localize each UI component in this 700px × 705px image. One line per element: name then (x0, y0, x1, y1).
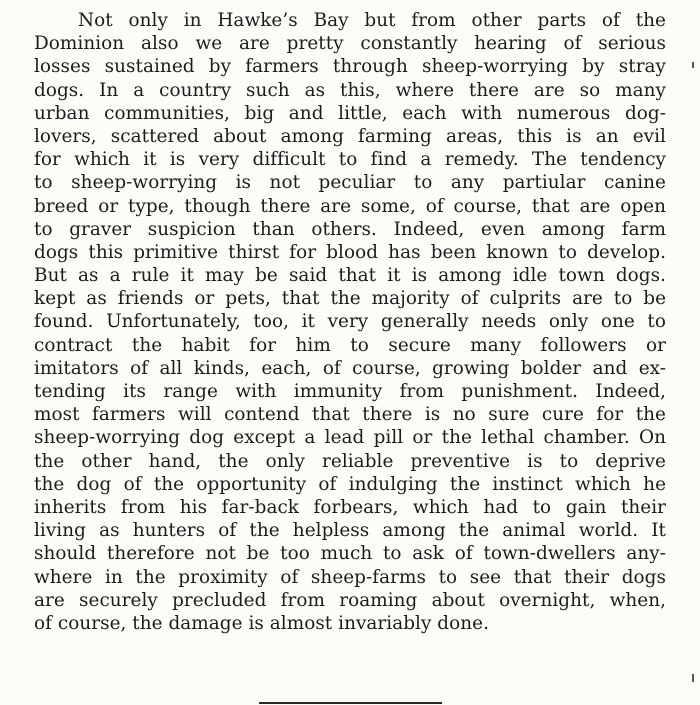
column-edge-mark (692, 62, 694, 68)
text-line-4: dogs. In a country such as this, where there are so many (34, 79, 666, 101)
text-line-16: imitators of all kinds, each, of course, growing bolder and ex- (34, 357, 666, 379)
text-line-20: the other hand, the only reliable preventive is to deprive (34, 450, 666, 472)
text-line-5: urban communities, big and little, each with numerous dog- (34, 102, 666, 124)
text-line-2: Dominion also we are pretty constantly hearing of serious (34, 33, 666, 55)
text-line-25: where in the proximity of sheep-farms to see that their dogs (34, 566, 666, 588)
text-line-15: contract the habit for him to secure many followers or (34, 334, 666, 356)
text-line-10: to graver suspicion than others. Indeed, even among farm (34, 218, 666, 240)
text-line-8: to sheep-worrying is not peculiar to any partiular canine (34, 172, 666, 194)
text-line-21: the dog of the opportunity of indulging the instinct which he (34, 473, 666, 495)
text-line-23: living as hunters of the helpless among the animal world. It (34, 520, 666, 542)
text-line-9: breed or type, though there are some, of course, that are open (34, 195, 666, 217)
text-line-18: most farmers will contend that there is no sure cure for the (34, 404, 666, 426)
text-line-24: should therefore not be too much to ask of town-dwellers any- (34, 543, 666, 565)
text-line-19: sheep-worrying dog except a lead pill or the lethal chamber. On (34, 427, 666, 449)
text-line-11: dogs this primitive thirst for blood has been known to develop. (34, 241, 666, 263)
text-line-3: losses sustained by farmers through sheep-worrying by stray (34, 56, 666, 78)
section-divider-rule (259, 702, 442, 704)
text-line-14: found. Unfortunately, too, it very generally needs only one to (34, 311, 666, 333)
text-line-1: Not only in Hawke’s Bay but from other parts of the (78, 10, 666, 31)
text-line-6: lovers, scattered about among farming areas, this is an evil (34, 125, 666, 147)
article-paragraph (34, 9, 666, 635)
column-edge-mark (692, 674, 694, 682)
text-line-12: But as a rule it may be said that it is among idle town dogs. (34, 265, 666, 287)
text-line-22: inherits from his far-back forbears, which had to gain their (34, 496, 666, 518)
text-line-26: are securely precluded from roaming about overnight, when, (34, 589, 666, 611)
text-line-27: of course, the damage is almost invariably done. (34, 612, 489, 634)
text-line-17: tending its range with immunity from punishment. Indeed, (34, 381, 666, 402)
text-line-13: kept as friends or pets, that the majority of culprits are to be (34, 288, 666, 310)
text-line-7: for which it is very difficult to find a remedy. The tendency (34, 149, 666, 171)
